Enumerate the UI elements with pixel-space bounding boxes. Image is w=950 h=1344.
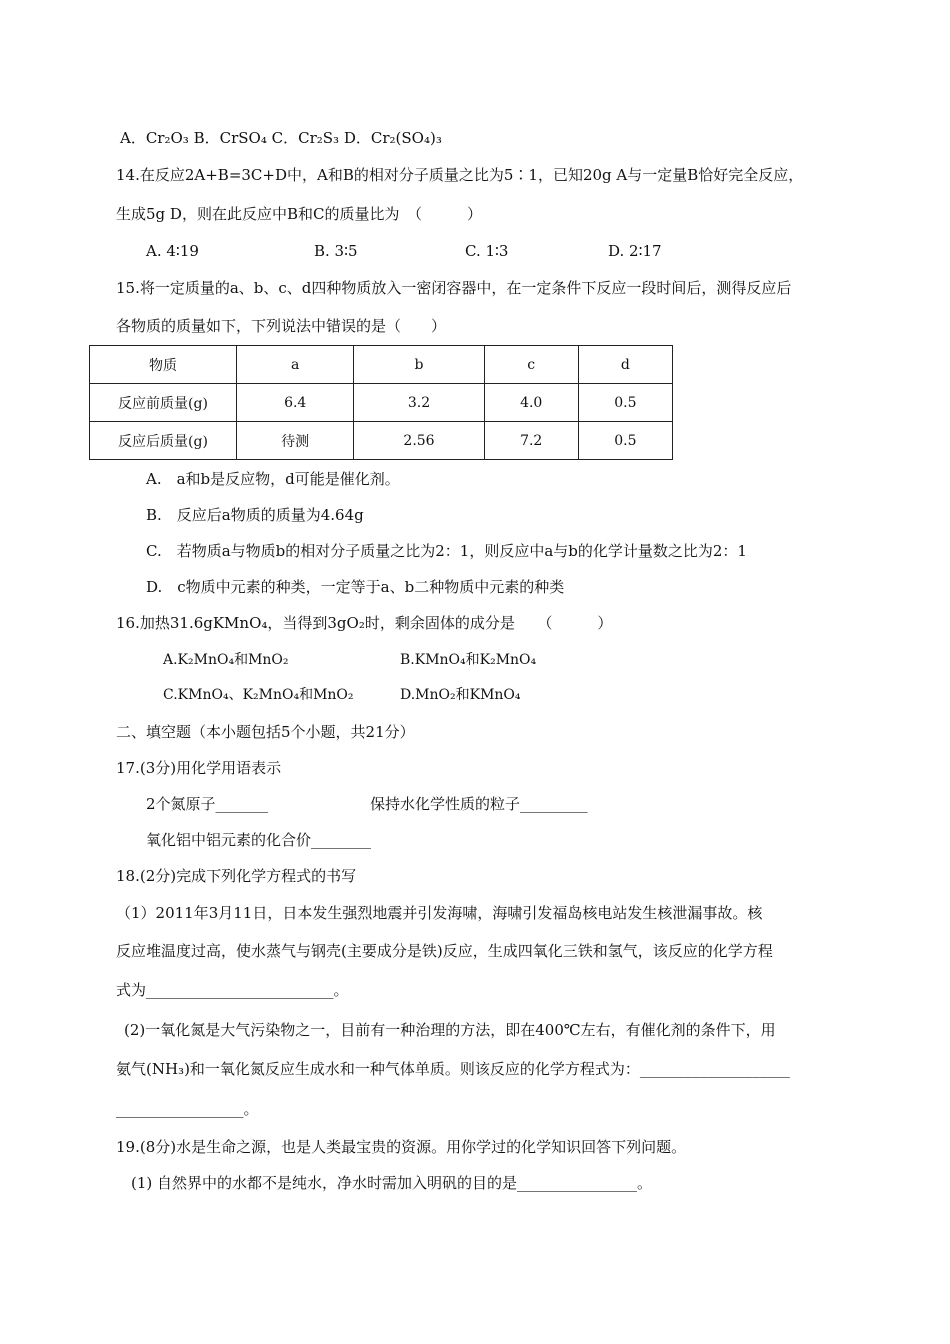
table-header-cell: 物质 xyxy=(90,346,237,384)
table-cell: 0.5 xyxy=(578,384,672,422)
table-cell: 3.2 xyxy=(354,384,484,422)
table-cell: 4.0 xyxy=(484,384,578,422)
q16-option-d: D.MnO₂和KMnO₄ xyxy=(400,687,521,703)
q18-part2-line2: 氨气(NH₃)和一氧化氮反应生成水和一种气体单质。则该反应的化学方程式为：____________________ xyxy=(116,1060,790,1078)
table-row xyxy=(90,384,673,422)
q17-item-c: 氧化铝中铝元素的化合价________ xyxy=(146,831,372,849)
q15-option-a: A. a和b是反应物，d可能是催化剂。 xyxy=(146,470,400,488)
q18-part2-line3: _________________。 xyxy=(116,1100,259,1118)
table-cell: 0.5 xyxy=(578,422,672,460)
q14-stem-line1: 14.在反应2A+B=3C+D中，A和B的相对分子质量之比为5∶1，已知20g A与一定量B恰好完全反应， xyxy=(116,166,804,184)
q18-part2-line1: (2)一氧化氮是大气污染物之一，目前有一种治理的方法，即在400℃左右，有催化剂的条件下，用 xyxy=(124,1021,776,1039)
q16-option-a: A.K₂MnO₄和MnO₂ xyxy=(163,652,289,668)
q13-options xyxy=(120,128,442,148)
q15-stem-line2: 各物质的质量如下，下列说法中错误的是（ ） xyxy=(116,317,447,335)
q18-stem: 18.(2分)完成下列化学方程式的书写 xyxy=(116,867,357,885)
q14-option-b: B. 3∶5 xyxy=(314,242,358,260)
q16-stem: 16.加热31.6gKMnO₄，当得到3gO₂时，剩余固体的成分是 （ ） xyxy=(116,614,613,632)
table-header-cell: a xyxy=(237,346,354,384)
table-header-cell: d xyxy=(578,346,672,384)
q15-option-b: B. 反应后a物质的质量为4.64g xyxy=(146,506,364,524)
q14-option-c: C. 1∶3 xyxy=(465,242,509,260)
q17-stem: 17.(3分)用化学用语表示 xyxy=(116,759,282,777)
q17-item-a: 2个氮原子_______ xyxy=(146,795,269,813)
q19-stem: 19.(8分)水是生命之源，也是人类最宝贵的资源。用你学过的化学知识回答下列问题。 xyxy=(116,1138,687,1156)
q13-option-a: A．Cr₂O₃ xyxy=(120,129,189,147)
q13-option-c: C．Cr₂S₃ xyxy=(271,129,340,147)
q15-stem-line1: 15.将一定质量的a、b、c、d四种物质放入一密闭容器中，在一定条件下反应一段时间后，测得反应后 xyxy=(116,279,792,297)
section-heading: 二、填空题（本小题包括5个小题，共21分） xyxy=(116,723,415,741)
q13-option-b: B．CrSO₄ xyxy=(193,129,267,147)
table-header-cell: b xyxy=(354,346,484,384)
table-header-row xyxy=(90,346,673,384)
q14-option-a: A. 4∶19 xyxy=(146,242,199,260)
table-cell: 反应后质量(g) xyxy=(90,422,237,460)
q18-part1-line3: 式为_________________________。 xyxy=(116,981,349,999)
q14-option-d: D. 2∶17 xyxy=(608,242,662,260)
q16-option-c: C.KMnO₄、K₂MnO₄和MnO₂ xyxy=(163,687,354,703)
q17-item-b: 保持水化学性质的粒子_________ xyxy=(370,795,588,813)
table-cell: 7.2 xyxy=(484,422,578,460)
table-cell: 待测 xyxy=(237,422,354,460)
q16-option-b: B.KMnO₄和K₂MnO₄ xyxy=(400,652,537,668)
q18-part1-line2: 反应堆温度过高，使水蒸气与钢壳(主要成分是铁)反应，生成四氧化三铁和氢气，该反应的化学方程 xyxy=(116,942,773,960)
q18-part1-line1: （1）2011年3月11日，日本发生强烈地震并引发海啸，海啸引发福岛核电站发生核泄漏事故。核 xyxy=(116,904,763,922)
q19-part1: (1) 自然界中的水都不是纯水，净水时需加入明矾的目的是________________。 xyxy=(131,1174,653,1192)
table-cell: 6.4 xyxy=(237,384,354,422)
q14-stem-line2: 生成5g D，则在此反应中B和C的质量比为 （ ） xyxy=(116,205,482,223)
q15-option-d: D. c物质中元素的种类，一定等于a、b二种物质中元素的种类 xyxy=(146,578,565,596)
q15-option-c: C. 若物质a与物质b的相对分子质量之比为2：1，则反应中a与b的化学计量数之比为2：1 xyxy=(146,542,747,560)
table-row xyxy=(90,422,673,460)
table-cell: 2.56 xyxy=(354,422,484,460)
table-header-cell: c xyxy=(484,346,578,384)
q13-option-d: D．Cr₂(SO₄)₃ xyxy=(343,129,442,147)
table-cell: 反应前质量(g) xyxy=(90,384,237,422)
q15-data-table xyxy=(89,345,673,460)
